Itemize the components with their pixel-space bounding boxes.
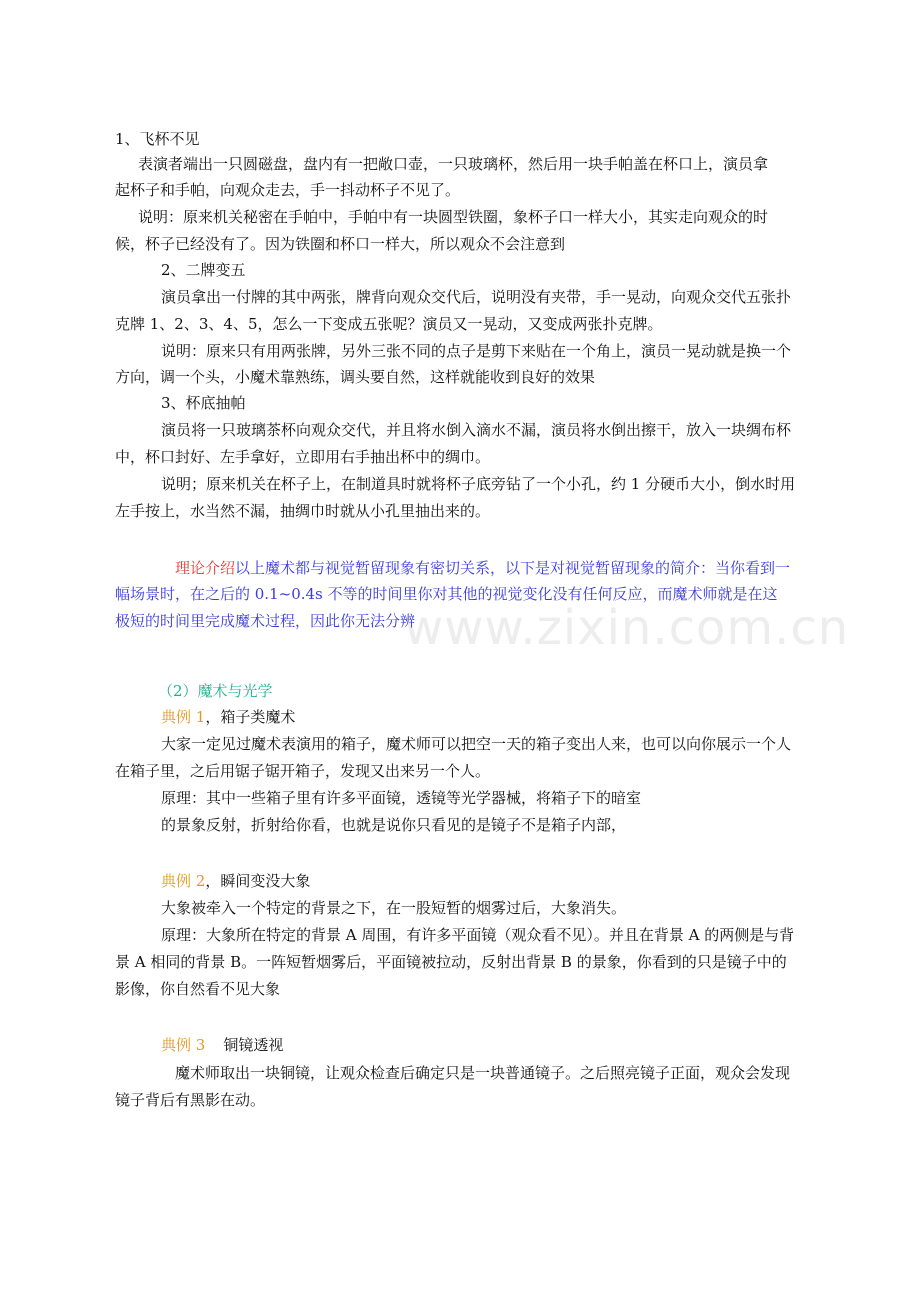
section-3-paragraph-1-line-1: 演员将一只玻璃茶杯向观众交代，并且将水倒入滴水不漏，演员将水倒出擦干，放入一块绸布杯	[161, 421, 792, 439]
example-2-paragraph-2-line-3: 影像，你自然看不见大象	[115, 980, 281, 998]
example-1-paragraph-2-line-2: 的景象反射，折射给你看，也就是说你只看见的是镜子不是箱子内部，	[161, 816, 627, 834]
example-2-title: ，瞬间变没大象	[205, 872, 311, 890]
section-3-paragraph-2-line-2: 左手按上，水当然不漏，抽绸巾时就从小孔里抽出来的。	[115, 502, 491, 520]
section-1-paragraph-2-line-2: 候，杯子已经没有了。因为铁圈和杯口一样大，所以观众不会注意到	[115, 235, 566, 253]
example-3-label: 典例 3	[161, 1036, 206, 1054]
section-3-paragraph-2-line-1: 说明；原来机关在杯子上，在制道具时就将杯子底旁钻了一个小孔，约 1 分硬币大小，倒水时用	[161, 475, 796, 493]
section-2-paragraph-2-line-2: 方向，调一个头，小魔术靠熟练，调头要自然，这样就能收到良好的效果	[115, 368, 596, 386]
section-2-paragraph-1-line-1: 演员拿出一付牌的其中两张，牌背向观众交代后，说明没有夹带，手一晃动，向观众交代五张扑	[161, 288, 792, 306]
theory-line-1	[175, 557, 920, 579]
example-2-paragraph-2-line-2: 景 A 相同的背景 B。一阵短暂烟雾后，平面镜被拉动，反射出背景 B 的景象，你看到的只是镜子中的	[115, 953, 787, 971]
example-3-title: 铜镜透视	[223, 1036, 284, 1054]
section-2-paragraph-2-line-1: 说明：原来只有用两张牌，另外三张不同的点子是剪下来贴在一个角上，演员一晃动就是换一个	[161, 342, 792, 360]
example-1-heading	[161, 706, 920, 728]
optics-section-title: （2）魔术与光学	[158, 682, 273, 700]
example-3-paragraph-1-line-1: 魔术师取出一块铜镜，让观众检查后确定只是一块普通镜子。之后照亮镜子正面，观众会发现	[175, 1064, 791, 1082]
example-3-heading	[161, 1034, 920, 1056]
example-2-label: 典例 2	[161, 872, 206, 890]
section-1-paragraph-2-line-1: 说明：原来机关秘密在手帕中，手帕中有一块圆型铁圈，象杯子口一样大小，其实走向观众的时	[138, 208, 769, 226]
example-2-paragraph-2-line-1: 原理：大象所在特定的背景 A 周围，有许多平面镜（观众看不见）。并且在背景 A 的两侧是与背	[161, 926, 795, 944]
example-1-paragraph-1-line-1: 大家一定见过魔术表演用的箱子，魔术师可以把空一天的箱子变出人来，也可以向你展示一个人	[161, 735, 792, 753]
theory-line-3: 极短的时间里完成魔术过程，因此你无法分辨	[115, 612, 416, 630]
theory-text-1: 以上魔术都与视觉暂留现象有密切关系，以下是对视觉暂留现象的简介：当你看到一	[235, 559, 791, 577]
example-2-heading	[161, 870, 920, 892]
section-1-title: 1、飞杯不见	[115, 130, 200, 148]
example-1-label: 典例 1	[161, 708, 206, 726]
theory-label: 理论介绍	[175, 559, 236, 577]
example-2-paragraph-1: 大象被牵入一个特定的背景之下，在一股短暂的烟雾过后，大象消失。	[161, 899, 627, 917]
example-3-paragraph-1-line-2: 镜子背后有黑影在动。	[115, 1091, 266, 1109]
example-1-paragraph-1-line-2: 在箱子里，之后用锯子锯开箱子，发现又出来另一个人。	[115, 762, 491, 780]
theory-line-2: 幅场景时，在之后的 0.1~0.4s 不等的时间里你对其他的视觉变化没有任何反应，而魔术师就是在这	[115, 585, 778, 603]
section-2-title: 2、二牌变五	[161, 261, 246, 279]
section-2-paragraph-1-line-2: 克牌 1、2、3、4、5，怎么一下变成五张呢？演员又一晃动，又变成两张扑克牌。	[115, 315, 663, 333]
example-1-title: ，箱子类魔术	[205, 708, 296, 726]
example-1-paragraph-2-line-1: 原理：其中一些箱子里有许多平面镜，透镜等光学器械，将箱子下的暗室	[161, 789, 642, 807]
section-3-title: 3、杯底抽帕	[161, 394, 246, 412]
watermark: www.zixin.com.cn	[404, 600, 850, 656]
section-3-paragraph-1-line-2: 中，杯口封好、左手拿好，立即用右手抽出杯中的绸巾。	[115, 448, 491, 466]
section-1-paragraph-1-line-2: 起杯子和手帕，向观众走去，手一抖动杯子不见了。	[115, 181, 461, 199]
section-1-paragraph-1-line-1: 表演者端出一只圆磁盘，盘内有一把敞口壶，一只玻璃杯，然后用一块手帕盖在杯口上，演员拿	[138, 155, 769, 173]
